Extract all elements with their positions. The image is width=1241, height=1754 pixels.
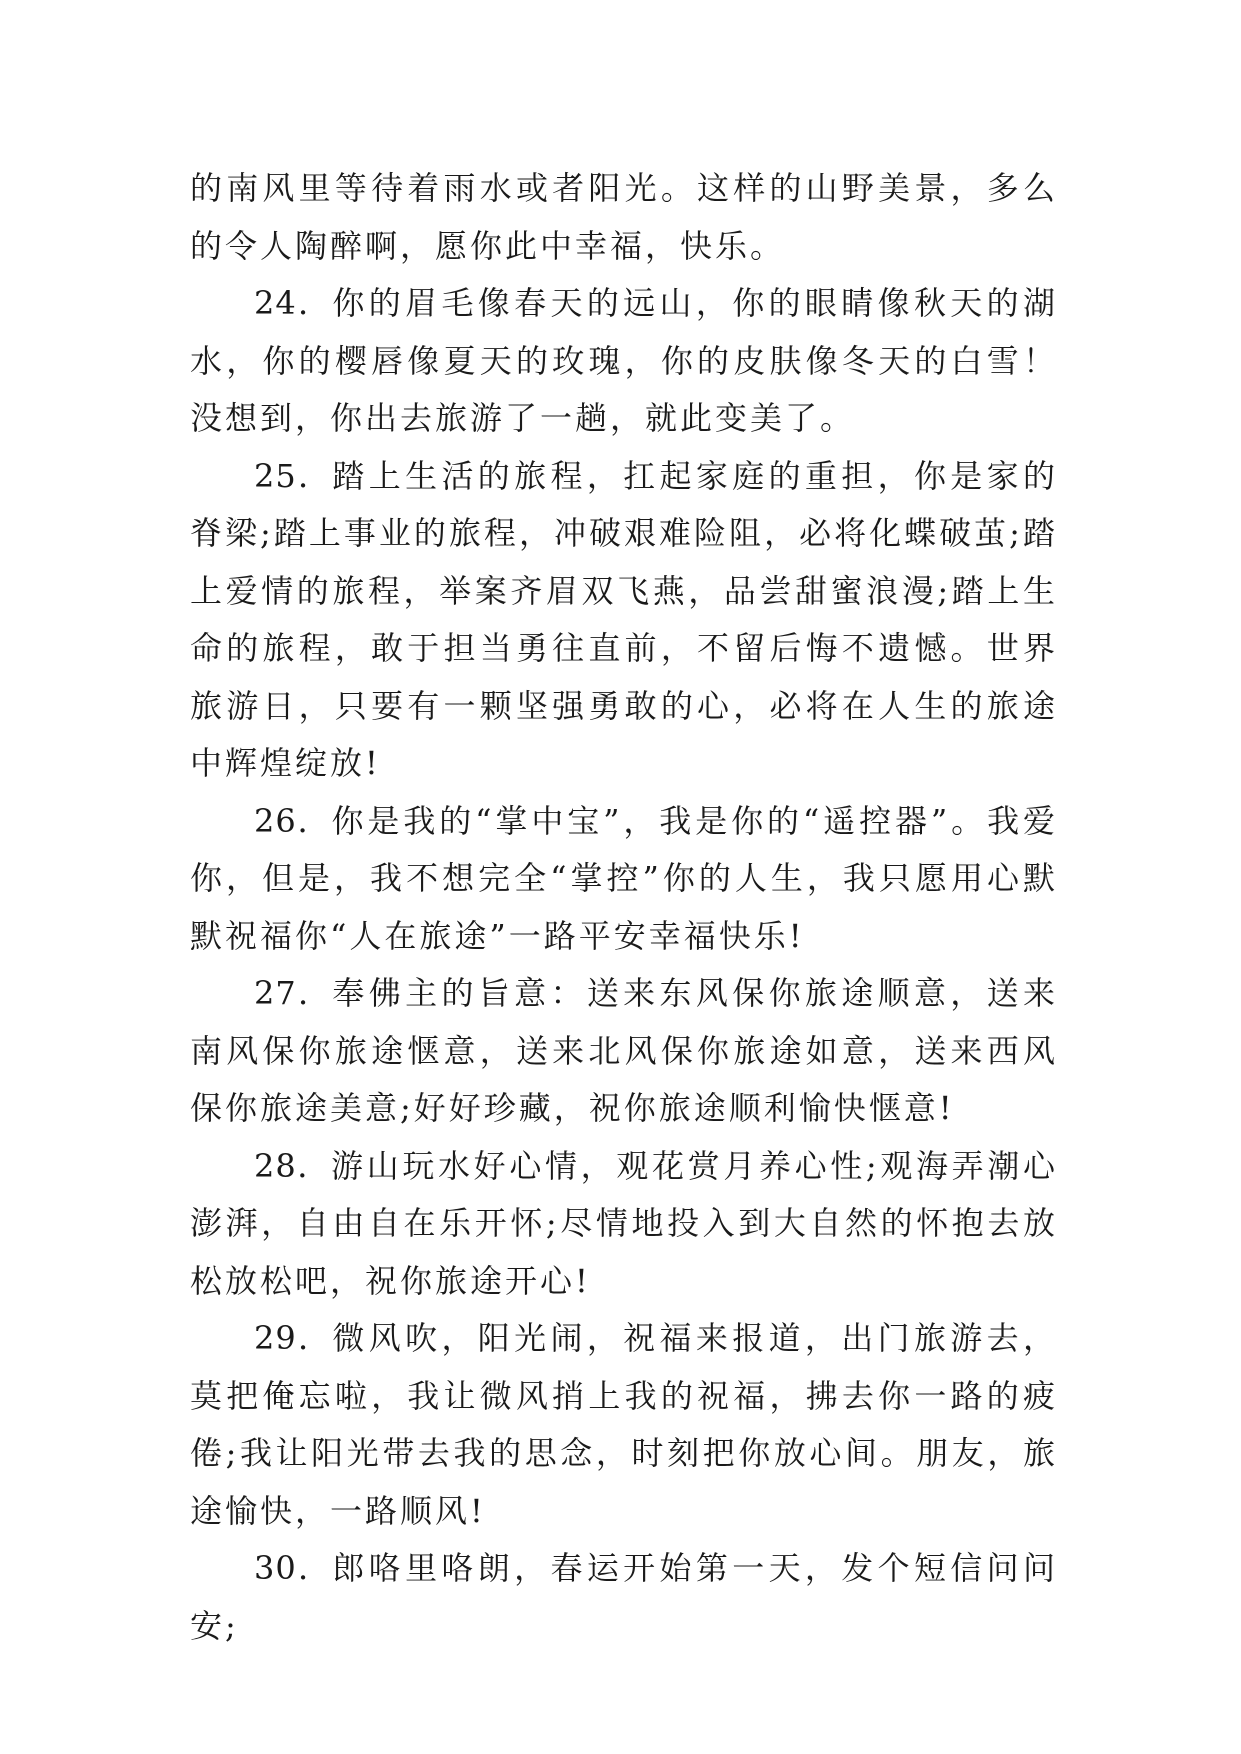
paragraph-number: 25． xyxy=(254,456,333,495)
paragraph-28 xyxy=(190,1138,1058,1311)
paragraph-text: 你的眉毛像春天的远山，你的眼睛像秋天的湖水，你的樱唇像夏天的玫瑰，你的皮肤像冬天的白雪！没想到，你出去旅游了一趟，就此变美了。 xyxy=(190,284,1058,437)
paragraph-text: 奉佛主的旨意：送来东风保你旅途顺意，送来南风保你旅途惬意，送来北风保你旅途如意，送来西风保你旅途美意;好好珍藏，祝你旅途顺利愉快惬意! xyxy=(190,974,1058,1127)
document-body xyxy=(190,160,1058,1655)
paragraph-text: 的南风里等待着雨水或者阳光。这样的山野美景，多么的令人陶醉啊，愿你此中幸福，快乐。 xyxy=(190,169,1058,265)
paragraph-text: 踏上生活的旅程，扛起家庭的重担，你是家的脊梁;踏上事业的旅程，冲破艰难险阻，必将化蝶破茧;踏上爱情的旅程，举案齐眉双飞燕，品尝甜蜜浪漫;踏上生命的旅程，敢于担当勇往直前，不留后悔不遗憾。世界旅游日，只要有一颗坚强勇敢的心，必将在人生的旅途中辉煌绽放! xyxy=(190,456,1058,782)
paragraph-24 xyxy=(190,275,1058,448)
paragraph-25 xyxy=(190,448,1058,793)
paragraph-text: 郎咯里咯朗，春运开始第一天，发个短信问问安; xyxy=(190,1549,1058,1645)
paragraph-30 xyxy=(190,1540,1058,1655)
paragraph-number: 26． xyxy=(254,801,332,840)
paragraph-number: 27． xyxy=(254,974,333,1012)
paragraph-27 xyxy=(190,965,1058,1138)
paragraph-29 xyxy=(190,1310,1058,1540)
paragraph-number: 24． xyxy=(254,284,333,322)
paragraph-26 xyxy=(190,793,1058,966)
paragraph-text: 你是我的“掌中宝”，我是你的“遥控器”。我爱你，但是，我不想完全“掌控”你的人生，我只愿用心默默祝福你“人在旅途”一路平安幸福快乐! xyxy=(190,801,1058,955)
paragraph-continued xyxy=(190,160,1058,275)
paragraph-text: 游山玩水好心情，观花赏月养心性;观海弄潮心澎湃，自由自在乐开怀;尽情地投入到大自然的怀抱去放松放松吧，祝你旅途开心! xyxy=(190,1146,1058,1300)
paragraph-number: 29． xyxy=(254,1319,333,1357)
paragraph-number: 28． xyxy=(254,1146,332,1185)
paragraph-number: 30． xyxy=(254,1549,333,1587)
paragraph-text: 微风吹，阳光闹，祝福来报道，出门旅游去，莫把俺忘啦，我让微风捎上我的祝福，拂去你一路的疲倦;我让阳光带去我的思念，时刻把你放心间。朋友，旅途愉快，一路顺风! xyxy=(190,1319,1058,1530)
